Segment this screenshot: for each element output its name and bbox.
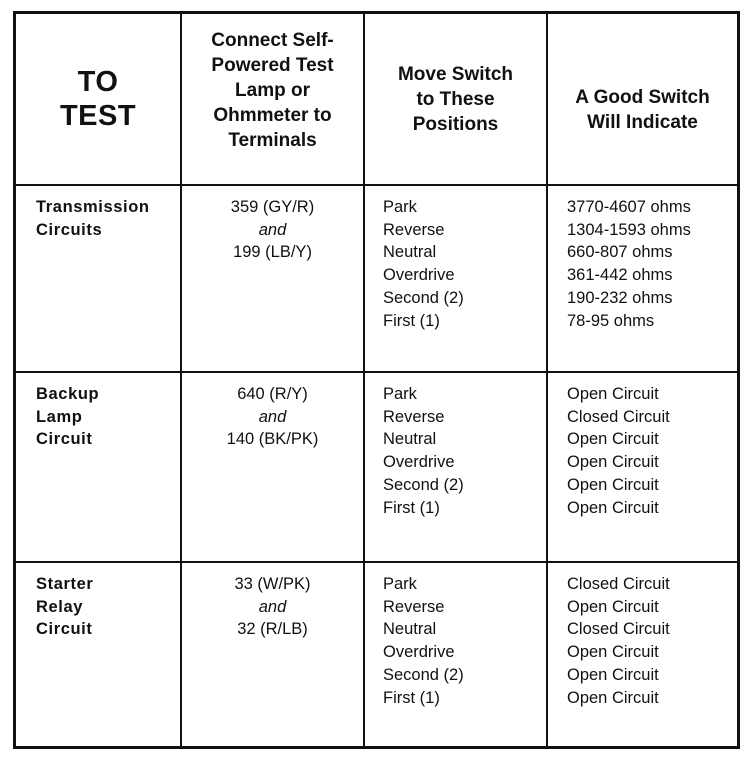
switch-position: First (1) (383, 311, 440, 330)
switch-position: Neutral (383, 243, 437, 262)
indication-value: 190-232 ohms (567, 288, 673, 307)
header-to-test (16, 14, 181, 185)
test-name-line: Circuit (36, 430, 93, 449)
terminals-cell (181, 372, 364, 562)
switch-position: Park (383, 385, 417, 403)
header-good-line: A Good Switch (575, 87, 710, 108)
table-row (16, 562, 737, 746)
indication-value: Closed Circuit (567, 407, 670, 426)
positions-cell (364, 185, 547, 372)
switch-position: Neutral (383, 430, 437, 449)
test-name-line: Lamp (36, 407, 83, 426)
header-move-switch (364, 14, 547, 185)
header-move-line: to These (416, 88, 495, 110)
switch-position: Reverse (383, 220, 445, 239)
indication-value: 78-95 ohms (567, 311, 655, 330)
test-name-line: Backup (36, 385, 100, 403)
header-good-switch (547, 14, 737, 185)
indication-value: 660-807 ohms (567, 243, 673, 262)
header-connect-line: Powered Test (211, 55, 334, 76)
indication-cell (547, 562, 737, 746)
indication-value: Closed Circuit (567, 575, 670, 593)
test-name-line: Circuit (36, 620, 93, 639)
positions-cell (364, 372, 547, 562)
indication-value: 3770-4607 ohms (567, 198, 691, 216)
indication-value: Closed Circuit (567, 620, 670, 639)
positions-cell (364, 562, 547, 746)
terminal-wire: 359 (GY/R) (230, 198, 315, 216)
switch-position: Neutral (383, 620, 437, 639)
switch-position: Second (2) (383, 475, 464, 494)
terminal-and: and (258, 597, 287, 616)
switch-position: Park (383, 575, 417, 593)
terminal-wire: 32 (R/LB) (237, 620, 308, 639)
header-connect (181, 14, 364, 185)
indication-value: Open Circuit (567, 453, 659, 472)
header-good-line: Will Indicate (587, 112, 698, 133)
table-row (16, 185, 737, 372)
test-name-cell (16, 185, 181, 372)
indication-value: Open Circuit (567, 430, 659, 449)
terminals-cell (181, 185, 364, 372)
header-to-test-line: TEST (59, 100, 137, 132)
indication-value: Open Circuit (567, 498, 659, 517)
test-name-line: Relay (36, 597, 84, 616)
terminal-and: and (258, 407, 287, 426)
indication-value: Open Circuit (567, 665, 659, 684)
indication-cell (547, 185, 737, 372)
table-row (16, 372, 737, 562)
indication-cell (547, 372, 737, 562)
terminal-wire: 199 (LB/Y) (233, 243, 312, 262)
switch-position: First (1) (383, 498, 440, 517)
test-name-cell (16, 372, 181, 562)
header-connect-line: Ohmmeter to (213, 105, 332, 126)
terminal-wire: 33 (W/PK) (234, 575, 311, 593)
switch-position: Second (2) (383, 665, 464, 684)
indication-value: Open Circuit (567, 475, 659, 494)
switch-position: Second (2) (383, 288, 464, 307)
indication-value: Open Circuit (567, 385, 659, 403)
terminals-cell (181, 562, 364, 746)
header-connect-line: Lamp or (235, 80, 310, 101)
switch-position: Overdrive (383, 266, 455, 285)
header-row (16, 14, 737, 185)
header-move-line: Positions (412, 113, 499, 135)
switch-position: First (1) (383, 688, 440, 707)
test-name-line: Transmission (36, 198, 150, 216)
indication-value: Open Circuit (567, 643, 659, 662)
header-move-line: Move Switch (397, 63, 514, 85)
switch-position: Reverse (383, 597, 445, 616)
terminal-wire: 640 (R/Y) (237, 385, 308, 403)
test-name-line: Starter (36, 575, 94, 593)
switch-position: Reverse (383, 407, 445, 426)
terminal-wire: 140 (BK/PK) (226, 430, 319, 449)
switch-position: Park (383, 198, 417, 216)
switch-test-table-frame (13, 11, 740, 749)
terminal-and: and (258, 220, 287, 239)
indication-value: 1304-1593 ohms (567, 220, 691, 239)
header-connect-line: Terminals (228, 130, 317, 151)
indication-value: Open Circuit (567, 597, 659, 616)
header-to-test-line: TO (77, 66, 119, 98)
test-name-cell (16, 562, 181, 746)
indication-value: 361-442 ohms (567, 266, 673, 285)
switch-position: Overdrive (383, 453, 455, 472)
switch-position: Overdrive (383, 643, 455, 662)
indication-value: Open Circuit (567, 688, 659, 707)
header-connect-line: Connect Self- (211, 30, 334, 51)
test-name-line: Circuits (36, 220, 103, 239)
switch-test-table (16, 14, 737, 746)
